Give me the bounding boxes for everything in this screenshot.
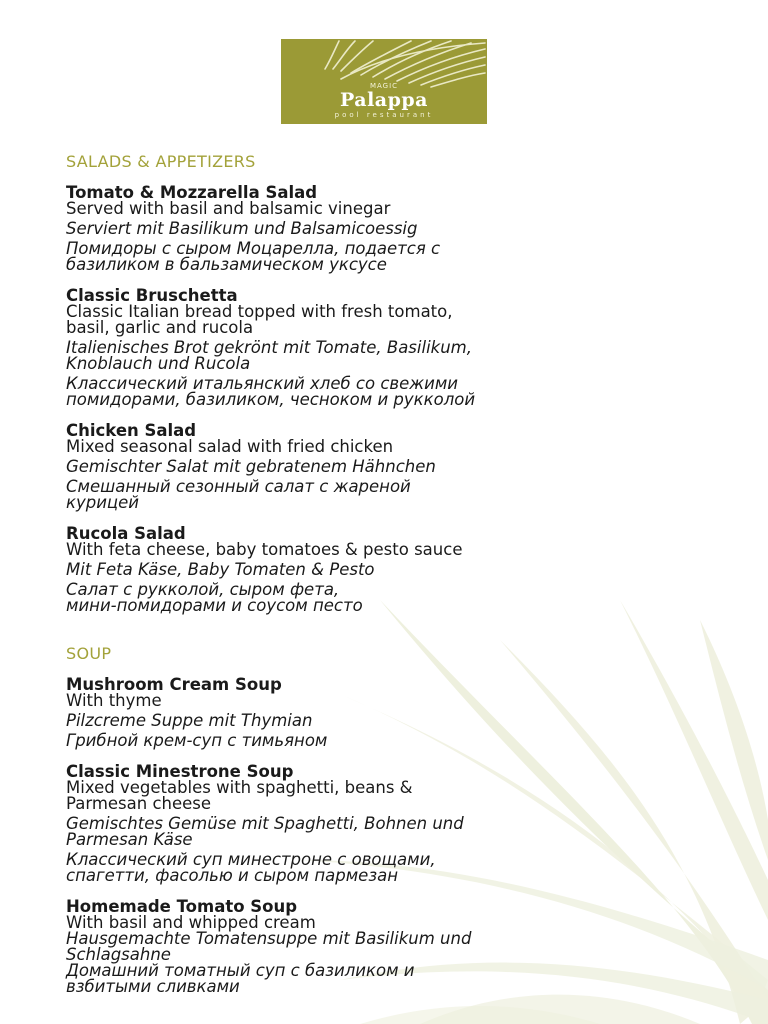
- menu-item-tomato-soup: [66, 898, 746, 995]
- menu-item-minestrone-soup: [66, 763, 746, 884]
- item-description-ru: Смешанный сезонный салат с жареной курицей: [66, 477, 411, 512]
- menu-item-chicken-salad: [66, 422, 746, 511]
- item-description-ru: Грибной крем-суп с тимьяном: [66, 731, 328, 750]
- item-name: Homemade Tomato Soup: [66, 897, 298, 916]
- item-description-en: Served with basil and balsamic vinegar: [66, 199, 391, 218]
- item-name: Classic Minestrone Soup: [66, 762, 294, 781]
- section-spacer: [66, 628, 746, 644]
- item-description-en: With thyme: [66, 691, 162, 710]
- menu-content: [66, 152, 746, 1009]
- item-description-ru: Помидоры с сыром Моцарелла, подается с базиликом в бальзамическом уксусе: [66, 239, 441, 274]
- item-name: Classic Bruschetta: [66, 286, 238, 305]
- item-description-de: Gemischter Salat mit gebratenem Hähnchen: [66, 457, 436, 476]
- section-title-salads: SALADS & APPETIZERS: [66, 152, 256, 171]
- item-description-en: Mixed vegetables with spaghetti, beans & Parmesan cheese: [66, 778, 413, 813]
- logo-name: Palappa: [340, 89, 428, 111]
- item-description-en: With basil and whipped cream: [66, 913, 316, 932]
- item-description-de: Pilzcreme Suppe mit Thymian: [66, 711, 313, 730]
- item-description-de: Italienisches Brot gekrönt mit Tomate, Basilikum, Knoblauch und Rucola: [66, 338, 472, 373]
- section-title-soup: SOUP: [66, 644, 112, 663]
- item-description-de: Mit Feta Käse, Baby Tomaten & Pesto: [66, 560, 375, 579]
- restaurant-logo: [281, 39, 487, 124]
- item-name: Chicken Salad: [66, 421, 197, 440]
- item-description-ru: Домашний томатный суп с базиликом и взбитыми сливками: [66, 961, 415, 996]
- item-description-ru: Салат с рукколой, сыром фета, мини-помидорами и соусом песто: [66, 580, 363, 615]
- item-description-de: Gemischtes Gemüse mit Spaghetti, Bohnen und Parmesan Käse: [66, 814, 464, 849]
- item-description-en: With feta cheese, baby tomatoes & pesto sauce: [66, 540, 463, 559]
- item-description-de: Hausgemachte Tomatensuppe mit Basilikum und Schlagsahne: [66, 929, 472, 964]
- menu-item-mushroom-soup: [66, 676, 746, 749]
- item-name: Tomato & Mozzarella Salad: [66, 183, 318, 202]
- item-name: Mushroom Cream Soup: [66, 675, 282, 694]
- item-description-ru: Классический итальянский хлеб со свежими помидорами, базиликом, чесноком и рукколой: [66, 374, 476, 409]
- logo-top-text: MAGIC: [369, 82, 399, 90]
- item-description-ru: Классический суп минестроне с овощами, спагетти, фасолью и сыром пармезан: [66, 850, 436, 885]
- item-description-en: Classic Italian bread topped with fresh tomato, basil, garlic and rucola: [66, 302, 453, 337]
- item-description-de: Serviert mit Basilikum und Balsamicoessig: [66, 219, 418, 238]
- menu-item-rucola-salad: [66, 525, 746, 614]
- menu-item-bruschetta: [66, 287, 746, 408]
- menu-item-tomato-mozzarella: [66, 184, 746, 273]
- logo-subtitle: pool restaurant: [334, 111, 434, 119]
- item-name: Rucola Salad: [66, 524, 186, 543]
- item-description-en: Mixed seasonal salad with fried chicken: [66, 437, 394, 456]
